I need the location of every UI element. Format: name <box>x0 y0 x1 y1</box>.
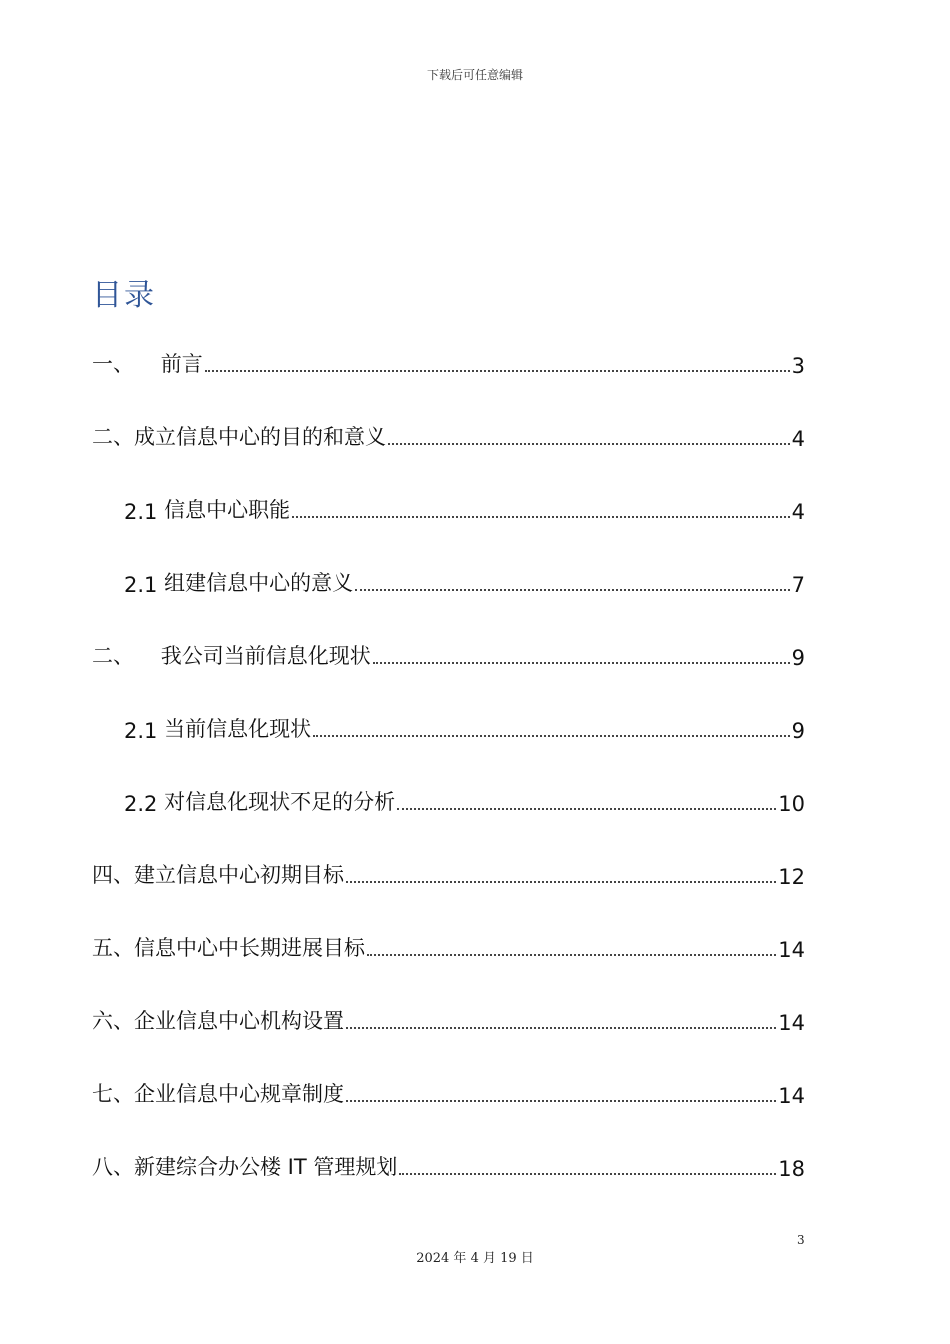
toc-entry-page: 4 <box>791 500 805 524</box>
page-header: 下载后可任意编辑 <box>426 68 523 82</box>
toc-entry-number: 2.2 <box>124 792 165 816</box>
toc-entry[interactable] <box>92 640 805 670</box>
toc-entry[interactable] <box>92 1151 805 1181</box>
toc-entry-number: 2.1 <box>124 719 165 743</box>
toc-entry[interactable] <box>92 1005 805 1035</box>
toc-entry-page: 9 <box>791 646 805 670</box>
toc-entry-page: 4 <box>791 427 805 451</box>
toc-entry-text: 企业信息中心机构设置 <box>134 1009 344 1033</box>
toc-entry[interactable] <box>92 932 805 962</box>
toc-leader-dots <box>313 735 790 737</box>
toc-entry-page: 18 <box>778 1157 805 1181</box>
toc-entry[interactable] <box>92 348 805 378</box>
toc-leader-dots <box>205 370 790 372</box>
toc-entry-number: 2.1 <box>124 500 165 524</box>
toc-leader-dots <box>292 516 790 518</box>
toc-entry-number: 八、 <box>92 1155 134 1179</box>
toc-entry-page: 10 <box>778 792 805 816</box>
toc-title: 目录 <box>92 278 156 313</box>
toc-entry-page: 14 <box>778 938 805 962</box>
toc-entry-text: 前言 <box>160 352 203 376</box>
toc-entry-text: 建立信息中心初期目标 <box>134 863 344 887</box>
toc-leader-dots <box>399 1173 776 1175</box>
toc-entry-number: 六、 <box>92 1009 134 1033</box>
toc-entry-number: 二、 <box>92 644 161 668</box>
toc-entry[interactable] <box>124 786 805 816</box>
toc-leader-dots <box>373 662 790 664</box>
toc-entry-page: 14 <box>778 1011 805 1035</box>
toc-leader-dots <box>388 443 790 445</box>
footer-date: 2024 年 4 月 19 日 <box>416 1251 534 1266</box>
toc-entry[interactable] <box>92 859 805 889</box>
toc-leader-dots <box>367 954 776 956</box>
toc-entry-number: 五、 <box>92 936 134 960</box>
toc-entry-number: 一、 <box>92 352 161 376</box>
toc-entry-page: 14 <box>778 1084 805 1108</box>
toc-leader-dots <box>355 589 790 591</box>
toc-entry-text: 我公司当前信息化现状 <box>160 644 371 668</box>
toc-entry-page: 3 <box>791 354 805 378</box>
toc-entry-text: 成立信息中心的目的和意义 <box>134 425 386 449</box>
toc-entry-text: 组建信息中心的意义 <box>164 571 354 595</box>
toc-entry[interactable] <box>124 713 805 743</box>
toc-entry-page: 9 <box>791 719 805 743</box>
toc-entry[interactable] <box>124 567 805 597</box>
toc-entry-text: 新建综合办公楼 IT 管理规划 <box>134 1155 398 1179</box>
toc-entry[interactable] <box>92 421 805 451</box>
toc-entry-number: 七、 <box>92 1082 134 1106</box>
page-number: 3 <box>797 1233 805 1247</box>
toc-entry-page: 7 <box>791 573 805 597</box>
toc-leader-dots <box>397 808 776 810</box>
toc-entry-page: 12 <box>778 865 805 889</box>
toc-entry-text: 对信息化现状不足的分析 <box>164 790 396 814</box>
toc-leader-dots <box>346 1100 776 1102</box>
toc-entry-text: 信息中心职能 <box>164 498 291 522</box>
toc-entry[interactable] <box>124 494 805 524</box>
toc-entry-text: 当前信息化现状 <box>164 717 312 741</box>
toc-entry-text: 信息中心中长期进展目标 <box>134 936 365 960</box>
toc-leader-dots <box>346 1027 776 1029</box>
toc-entry-number: 四、 <box>92 863 134 887</box>
toc-entry-number: 二、 <box>92 425 134 449</box>
toc-entry-number: 2.1 <box>124 573 165 597</box>
toc-entry-text: 企业信息中心规章制度 <box>134 1082 344 1106</box>
toc-leader-dots <box>346 881 776 883</box>
toc-entry[interactable] <box>92 1078 805 1108</box>
